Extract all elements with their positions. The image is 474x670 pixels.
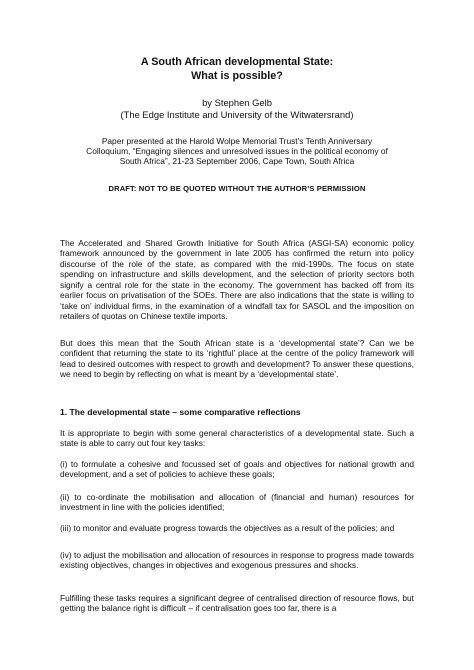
presentation-note-line-3: South Africa”, 21-23 September 2006, Cape Town, South Africa [119,156,355,167]
author-block [60,97,414,120]
section-heading: 1. The developmental state – some comparative reflections [60,407,301,417]
paragraph-centralisation: Fulfilling these tasks requires a significant degree of centralised direction of resource flows, but getting the balance right is difficult – if centralisation goes too far, there is a [60,593,414,614]
presentation-note [60,136,414,167]
title-line-2: What is possible? [191,69,283,82]
paragraph-characteristics: It is appropriate to begin with some general characteristics of a developmental state. Such a state is able to carry out four key tasks: [60,428,414,449]
title-line-1: A South African developmental State: [140,56,334,68]
author-byline: by Stephen Gelb [202,97,272,108]
list-item-iv: (iv) to adjust the mobilisation and allocation of resources in response to progress made towards existing objectives, changes in objectives and exogenous pressures and shocks. [60,550,414,571]
draft-notice: DRAFT: NOT TO BE QUOTED WITHOUT THE AUTHOR’S PERMISSION [108,184,366,193]
list-item-ii: (ii) to co-ordinate the mobilisation and allocation of (financial and human) resources for investment in line with the policies identified; [60,492,414,513]
paragraph-intro: The Accelerated and Shared Growth Initiative for South Africa (ASGI-SA) economic policy framework announced by the government in late 2005 has confirmed the return into policy discourse of the role of the state, as compared with the mid-1990s. The focus on state spending on infrastructure and skills development, and the selection of priority sectors both signify a central role for the state in the economy. The government has backed off from its earlier focus on privatisation of the SOEs. There are also indications that the state is willing to ‘take on’ individual firms, in the examination of a windfall tax for SASOL and the imposition on retailers of quotas on Chinese textile imports. [60,238,414,322]
list-item-i: (i) to formulate a cohesive and focussed set of goals and objectives for national growth and development, and a set of policies to achieve these goals; [60,459,414,480]
presentation-note-line-1: Paper presented at the Harold Wolpe Memorial Trust's Tenth Anniversary [101,136,373,146]
presentation-note-line-2: Colloquium, “Engaging silences and unresolved issues in the political economy of [86,146,388,157]
paragraph-question: But does this mean that the South African state is a ‘developmental state’? Can we be confident that returning the state to its ‘rightful’ place at the centre of the policy framework will lead to desired outcomes with respect to growth and development? To answer these questions, we need to begin by reflecting on what is meant by a ‘developmental state’. [60,338,414,380]
list-item-iii: (iii) to monitor and evaluate progress towards the objectives as a result of the policies; and [60,523,395,533]
author-affiliation: (The Edge Institute and University of the Witwatersrand) [120,108,354,120]
paper-title [60,56,414,83]
